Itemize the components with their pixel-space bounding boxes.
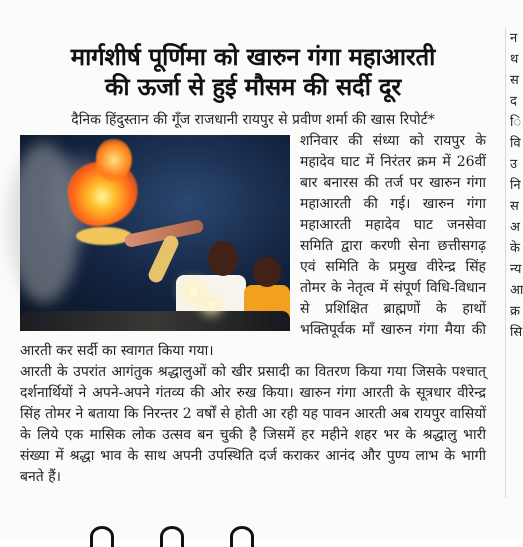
cropped-letter-shape <box>90 526 114 547</box>
column-fragment: ि <box>510 115 522 130</box>
column-fragment: क्र <box>510 304 520 319</box>
article-byline: दैनिक हिंदुस्तान की गूँज राजधानी रायपुर से प्रवीण शर्मा की खास रिपोर्ट* <box>71 112 435 128</box>
cropped-letter-shape <box>230 526 254 547</box>
crowd <box>20 311 290 331</box>
adjacent-cropped-column <box>505 28 522 498</box>
column-fragment: वि <box>510 136 521 151</box>
cropped-previous-text-strip <box>0 0 521 8</box>
column-fragment: न्य <box>510 262 522 277</box>
column-fragment: स <box>510 73 519 88</box>
cropped-next-headline <box>90 526 320 540</box>
headline-line-2: की ऊर्जा से हुई मौसम की सर्दी दूर <box>104 73 402 101</box>
cropped-letter-shape <box>160 526 184 547</box>
article-paragraph-2: आरती के उपरांत आगंतुक श्रद्धालुओं को खीर प्रसादी का वितरण किया गया जिसके पश्चात् दर्शनार्थियों ने अपने-अपने गंतव्य की ओर रुख किया। खारुन गंगा आरती के सूत्रधार वीरेन्द्र सिंह तोमर ने बताया कि निरन्तर 2 वर्षों से होती आ रही यह पावन आरती अब रायपुर वासियों के लिये एक मासिक लोक उत्सव बन चुकी है जिसमें हर महीने शहर भर के श्रद्धालु भारी संख्या में श्रद्धा भाव के साथ अपनी उपस्थिति दर्ज कराकर आनंद और पुण्य लाभ के भागी बनते हैं। <box>20 364 486 485</box>
column-fragment: द <box>510 94 517 109</box>
column-fragment: नि <box>510 178 521 193</box>
priest-head <box>208 241 238 276</box>
news-article <box>20 42 486 488</box>
column-fragment: न <box>510 31 518 46</box>
lamp-light <box>188 286 198 296</box>
aarti-lamp <box>76 227 132 245</box>
headline-line-1: मार्गशीर्ष पूर्णिमा को खारुन गंगा महाआरती <box>70 43 436 71</box>
column-fragment: सि <box>510 325 523 340</box>
column-fragment: आ <box>510 283 523 298</box>
column-fragment: उ <box>510 157 518 172</box>
person-head <box>253 257 281 287</box>
lamp-light <box>208 301 215 308</box>
article-headline <box>20 42 486 102</box>
column-fragment: स <box>510 199 519 214</box>
article-paragraph-1: शनिवार की संध्या को रायपुर के महादेव घाट में निरंतर क्रम में 26वीं बार बनारस की तर्ज पर खारुन गंगा महाआरती की गई। खारुन गंगा महाआरती महादेव घाट जनसेवा समिति द्वारा करणी सेना छत्तीसगढ़ एवं समिति के प्रमुख वीरेन्द्र सिंह तोमर के नेतृत्व में संपूर्ण विधि-विधान से प्रशिक्षित ब्राह्मणों के हाथों भक्तिपूर्वक माँ खारुन गंगा मैया की आरती कर सर्दी का स्वागत किया गया। <box>20 133 486 359</box>
column-fragment: थ <box>510 52 519 67</box>
column-fragment: अ <box>510 220 520 235</box>
aarti-ceremony-photo <box>20 135 290 327</box>
column-fragment: के <box>510 241 520 256</box>
